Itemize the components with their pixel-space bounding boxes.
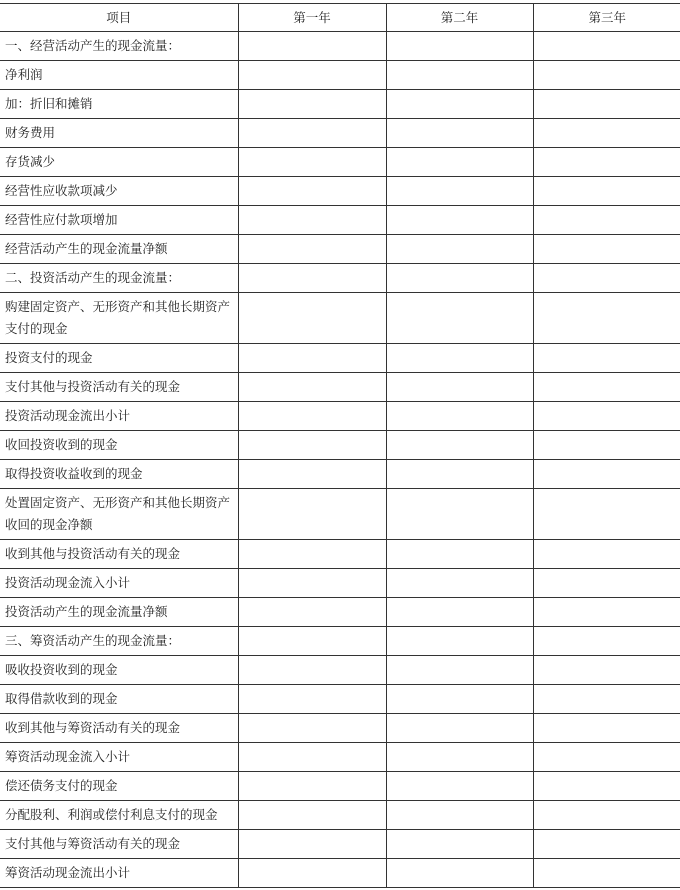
row-item-label: 偿还债务支付的现金 [0, 772, 238, 801]
table-row [0, 685, 680, 714]
table-row [0, 801, 680, 830]
table-row [0, 743, 680, 772]
row-value-year-3 [533, 402, 680, 431]
row-value-year-2 [386, 402, 533, 431]
row-item-label: 收回投资收到的现金 [0, 431, 238, 460]
row-value-year-1 [238, 489, 386, 540]
row-item-label: 收到其他与筹资活动有关的现金 [0, 714, 238, 743]
row-item-label: 购建固定资产、无形资产和其他长期资产支付的现金 [0, 293, 238, 344]
row-value-year-3 [533, 235, 680, 264]
row-item-label: 取得借款收到的现金 [0, 685, 238, 714]
row-item-label: 支付其他与投资活动有关的现金 [0, 373, 238, 402]
row-value-year-3 [533, 743, 680, 772]
row-value-year-3 [533, 627, 680, 656]
row-item-label: 支付其他与筹资活动有关的现金 [0, 830, 238, 859]
table-row [0, 540, 680, 569]
row-value-year-2 [386, 235, 533, 264]
table-row [0, 627, 680, 656]
row-value-year-3 [533, 685, 680, 714]
row-value-year-1 [238, 206, 386, 235]
table-row [0, 148, 680, 177]
row-item-label: 收到其他与投资活动有关的现金 [0, 540, 238, 569]
row-value-year-1 [238, 293, 386, 344]
row-value-year-1 [238, 32, 386, 61]
row-value-year-2 [386, 569, 533, 598]
row-item-label: 筹资活动现金流入小计 [0, 743, 238, 772]
table-row [0, 90, 680, 119]
row-value-year-2 [386, 627, 533, 656]
row-item-label: 投资活动产生的现金流量净额 [0, 598, 238, 627]
row-value-year-2 [386, 264, 533, 293]
row-value-year-2 [386, 206, 533, 235]
row-item-label: 处置固定资产、无形资产和其他长期资产收回的现金净额 [0, 489, 238, 540]
row-value-year-2 [386, 177, 533, 206]
row-value-year-3 [533, 569, 680, 598]
table-row [0, 569, 680, 598]
row-value-year-1 [238, 264, 386, 293]
row-value-year-3 [533, 540, 680, 569]
row-item-label: 一、经营活动产生的现金流量： [0, 32, 238, 61]
row-value-year-2 [386, 598, 533, 627]
row-value-year-2 [386, 61, 533, 90]
table-row [0, 32, 680, 61]
row-value-year-3 [533, 859, 680, 888]
row-item-label: 投资活动现金流出小计 [0, 402, 238, 431]
row-value-year-2 [386, 743, 533, 772]
table-row [0, 235, 680, 264]
row-value-year-3 [533, 344, 680, 373]
table-row [0, 859, 680, 888]
row-value-year-3 [533, 61, 680, 90]
row-value-year-3 [533, 489, 680, 540]
row-value-year-3 [533, 90, 680, 119]
table-row [0, 177, 680, 206]
row-value-year-1 [238, 859, 386, 888]
row-value-year-2 [386, 32, 533, 61]
row-value-year-2 [386, 148, 533, 177]
header-row [0, 4, 680, 32]
row-value-year-3 [533, 460, 680, 489]
row-item-label: 投资支付的现金 [0, 344, 238, 373]
row-value-year-3 [533, 148, 680, 177]
row-value-year-1 [238, 743, 386, 772]
row-item-label: 经营性应收款项减少 [0, 177, 238, 206]
row-item-label: 二、投资活动产生的现金流量： [0, 264, 238, 293]
row-item-label: 取得投资收益收到的现金 [0, 460, 238, 489]
row-value-year-1 [238, 801, 386, 830]
table-header [0, 4, 680, 32]
row-value-year-2 [386, 540, 533, 569]
table-row [0, 264, 680, 293]
row-item-label: 财务费用 [0, 119, 238, 148]
row-value-year-1 [238, 431, 386, 460]
row-value-year-2 [386, 714, 533, 743]
header-item: 项目 [0, 4, 238, 32]
row-value-year-3 [533, 32, 680, 61]
row-value-year-1 [238, 148, 386, 177]
table-row [0, 119, 680, 148]
row-value-year-3 [533, 293, 680, 344]
row-value-year-1 [238, 235, 386, 264]
row-value-year-1 [238, 540, 386, 569]
row-value-year-3 [533, 373, 680, 402]
row-value-year-1 [238, 177, 386, 206]
table-row [0, 489, 680, 540]
row-value-year-3 [533, 431, 680, 460]
row-value-year-1 [238, 460, 386, 489]
row-value-year-2 [386, 293, 533, 344]
row-item-label: 经营活动产生的现金流量净额 [0, 235, 238, 264]
table-row [0, 402, 680, 431]
header-year-3: 第三年 [533, 4, 680, 32]
table-row [0, 656, 680, 685]
row-item-label: 经营性应付款项增加 [0, 206, 238, 235]
row-value-year-3 [533, 598, 680, 627]
row-value-year-3 [533, 656, 680, 685]
row-value-year-2 [386, 656, 533, 685]
row-item-label: 净利润 [0, 61, 238, 90]
row-value-year-1 [238, 830, 386, 859]
header-year-1: 第一年 [238, 4, 386, 32]
row-value-year-1 [238, 598, 386, 627]
row-value-year-3 [533, 177, 680, 206]
table-row [0, 598, 680, 627]
row-value-year-1 [238, 772, 386, 801]
row-value-year-1 [238, 61, 386, 90]
row-value-year-2 [386, 859, 533, 888]
row-value-year-1 [238, 344, 386, 373]
row-value-year-1 [238, 119, 386, 148]
table-row [0, 460, 680, 489]
row-item-label: 三、筹资活动产生的现金流量： [0, 627, 238, 656]
table-row [0, 206, 680, 235]
row-value-year-3 [533, 772, 680, 801]
row-item-label: 存货减少 [0, 148, 238, 177]
row-value-year-2 [386, 830, 533, 859]
cash-flow-table [0, 3, 680, 888]
row-value-year-2 [386, 373, 533, 402]
row-value-year-2 [386, 460, 533, 489]
row-value-year-1 [238, 402, 386, 431]
row-item-label: 筹资活动现金流出小计 [0, 859, 238, 888]
table-body [0, 32, 680, 888]
table-row [0, 830, 680, 859]
row-value-year-2 [386, 431, 533, 460]
row-item-label: 投资活动现金流入小计 [0, 569, 238, 598]
row-item-label: 吸收投资收到的现金 [0, 656, 238, 685]
row-item-label: 分配股利、利润或偿付利息支付的现金 [0, 801, 238, 830]
row-value-year-3 [533, 206, 680, 235]
header-year-2: 第二年 [386, 4, 533, 32]
table-row [0, 293, 680, 344]
row-value-year-3 [533, 714, 680, 743]
row-value-year-1 [238, 569, 386, 598]
row-value-year-1 [238, 685, 386, 714]
table-row [0, 344, 680, 373]
table-row [0, 373, 680, 402]
row-item-label: 加：折旧和摊销 [0, 90, 238, 119]
row-value-year-3 [533, 119, 680, 148]
row-value-year-2 [386, 344, 533, 373]
row-value-year-2 [386, 801, 533, 830]
row-value-year-2 [386, 489, 533, 540]
row-value-year-1 [238, 714, 386, 743]
table-row [0, 61, 680, 90]
row-value-year-1 [238, 627, 386, 656]
row-value-year-1 [238, 373, 386, 402]
row-value-year-3 [533, 801, 680, 830]
row-value-year-1 [238, 656, 386, 685]
table-row [0, 431, 680, 460]
row-value-year-1 [238, 90, 386, 119]
table-row [0, 772, 680, 801]
row-value-year-2 [386, 90, 533, 119]
row-value-year-3 [533, 264, 680, 293]
row-value-year-3 [533, 830, 680, 859]
row-value-year-2 [386, 119, 533, 148]
table-row [0, 714, 680, 743]
row-value-year-2 [386, 772, 533, 801]
row-value-year-2 [386, 685, 533, 714]
